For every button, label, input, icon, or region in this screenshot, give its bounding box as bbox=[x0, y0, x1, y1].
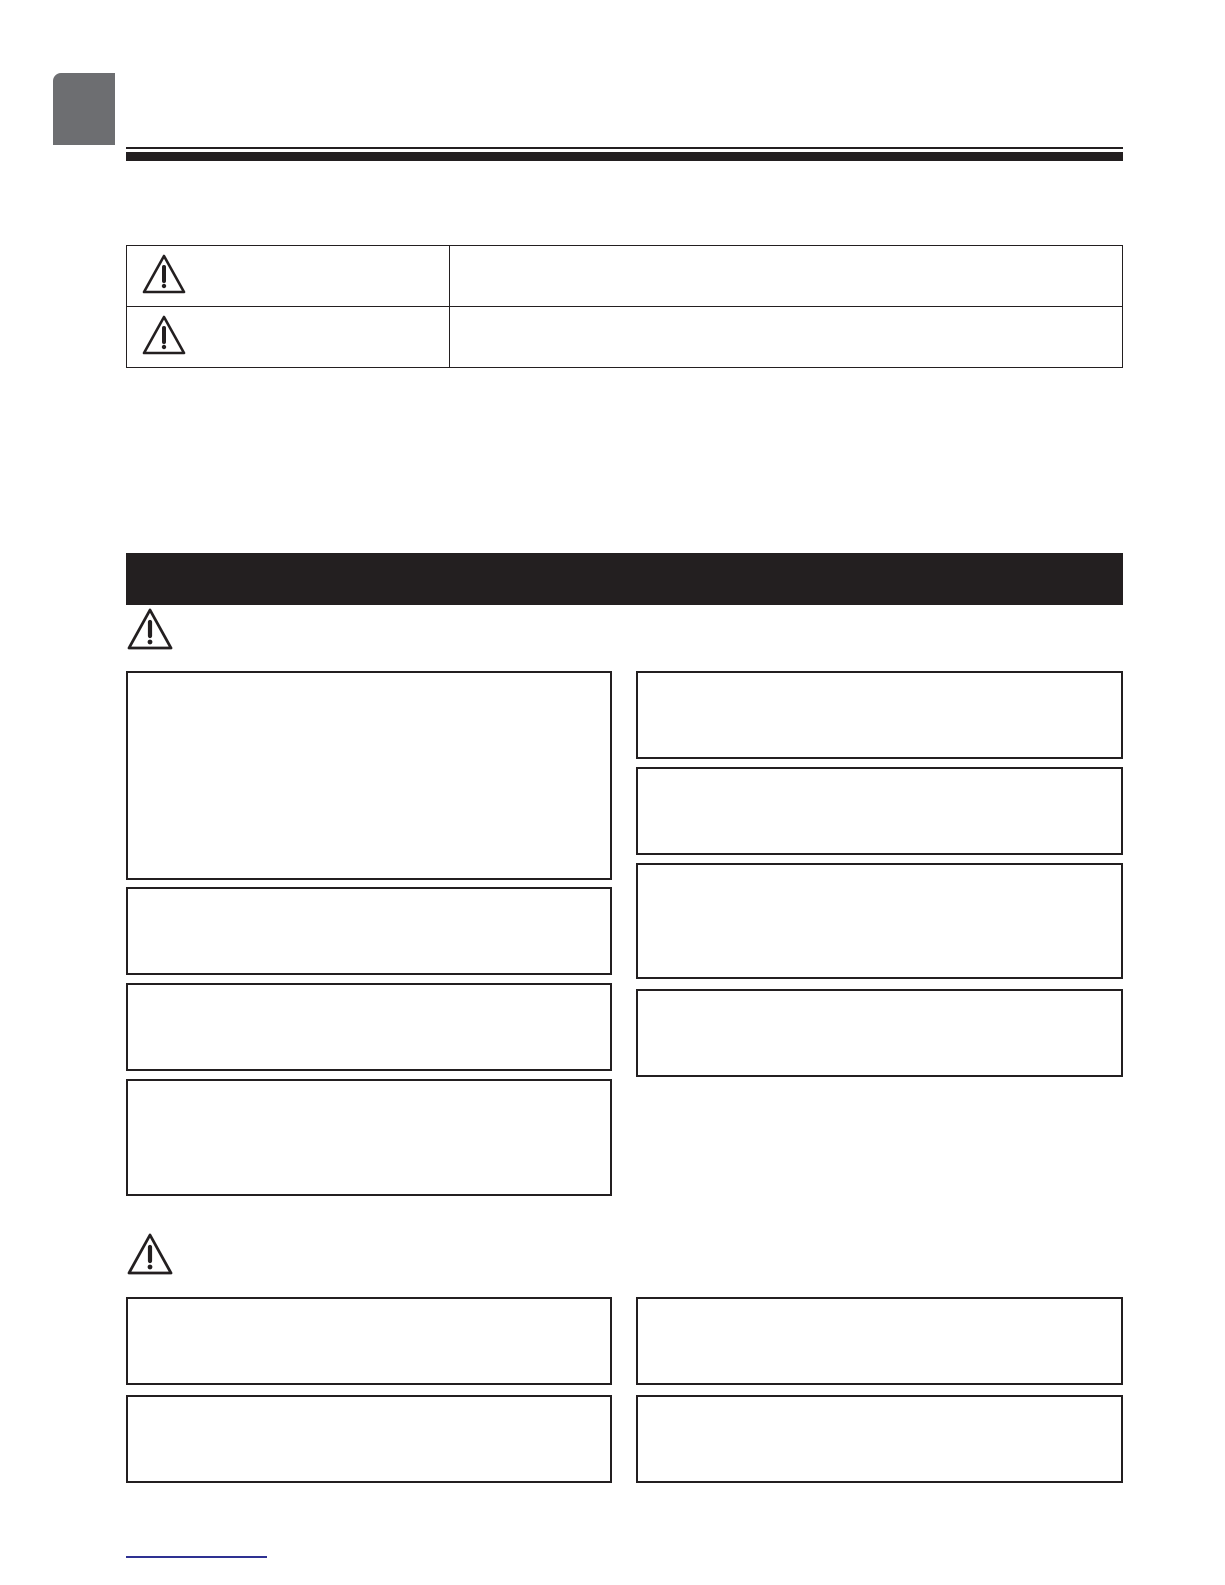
warning-triangle-icon bbox=[126, 607, 174, 656]
header-rule-thick bbox=[126, 152, 1123, 161]
warning-box bbox=[126, 887, 612, 975]
header-rule-thin bbox=[126, 147, 1123, 149]
legend-symbol-cell bbox=[127, 307, 450, 368]
warning-triangle-icon bbox=[141, 253, 187, 295]
caution-box bbox=[636, 1297, 1123, 1385]
legend-symbol-cell bbox=[127, 246, 450, 307]
footer-link-underline[interactable] bbox=[126, 1556, 267, 1558]
legend-description bbox=[450, 307, 1123, 368]
caution-box bbox=[636, 1395, 1123, 1483]
legend-row-caution bbox=[127, 307, 1123, 368]
legend-description bbox=[450, 246, 1123, 307]
caution-box bbox=[126, 1395, 612, 1483]
legend-row-warning bbox=[127, 246, 1123, 307]
section-title-bar bbox=[126, 553, 1123, 605]
warning-triangle-icon bbox=[126, 1232, 174, 1281]
warning-box bbox=[636, 989, 1123, 1077]
warning-box bbox=[126, 1079, 612, 1196]
warning-box bbox=[636, 863, 1123, 979]
warning-triangle-icon bbox=[141, 314, 187, 356]
chapter-tab bbox=[53, 73, 115, 145]
caution-box bbox=[126, 1297, 612, 1385]
warning-box bbox=[126, 983, 612, 1071]
warning-box bbox=[636, 767, 1123, 855]
symbol-legend-table bbox=[126, 245, 1123, 368]
warning-box bbox=[636, 671, 1123, 759]
warning-box bbox=[126, 671, 612, 880]
